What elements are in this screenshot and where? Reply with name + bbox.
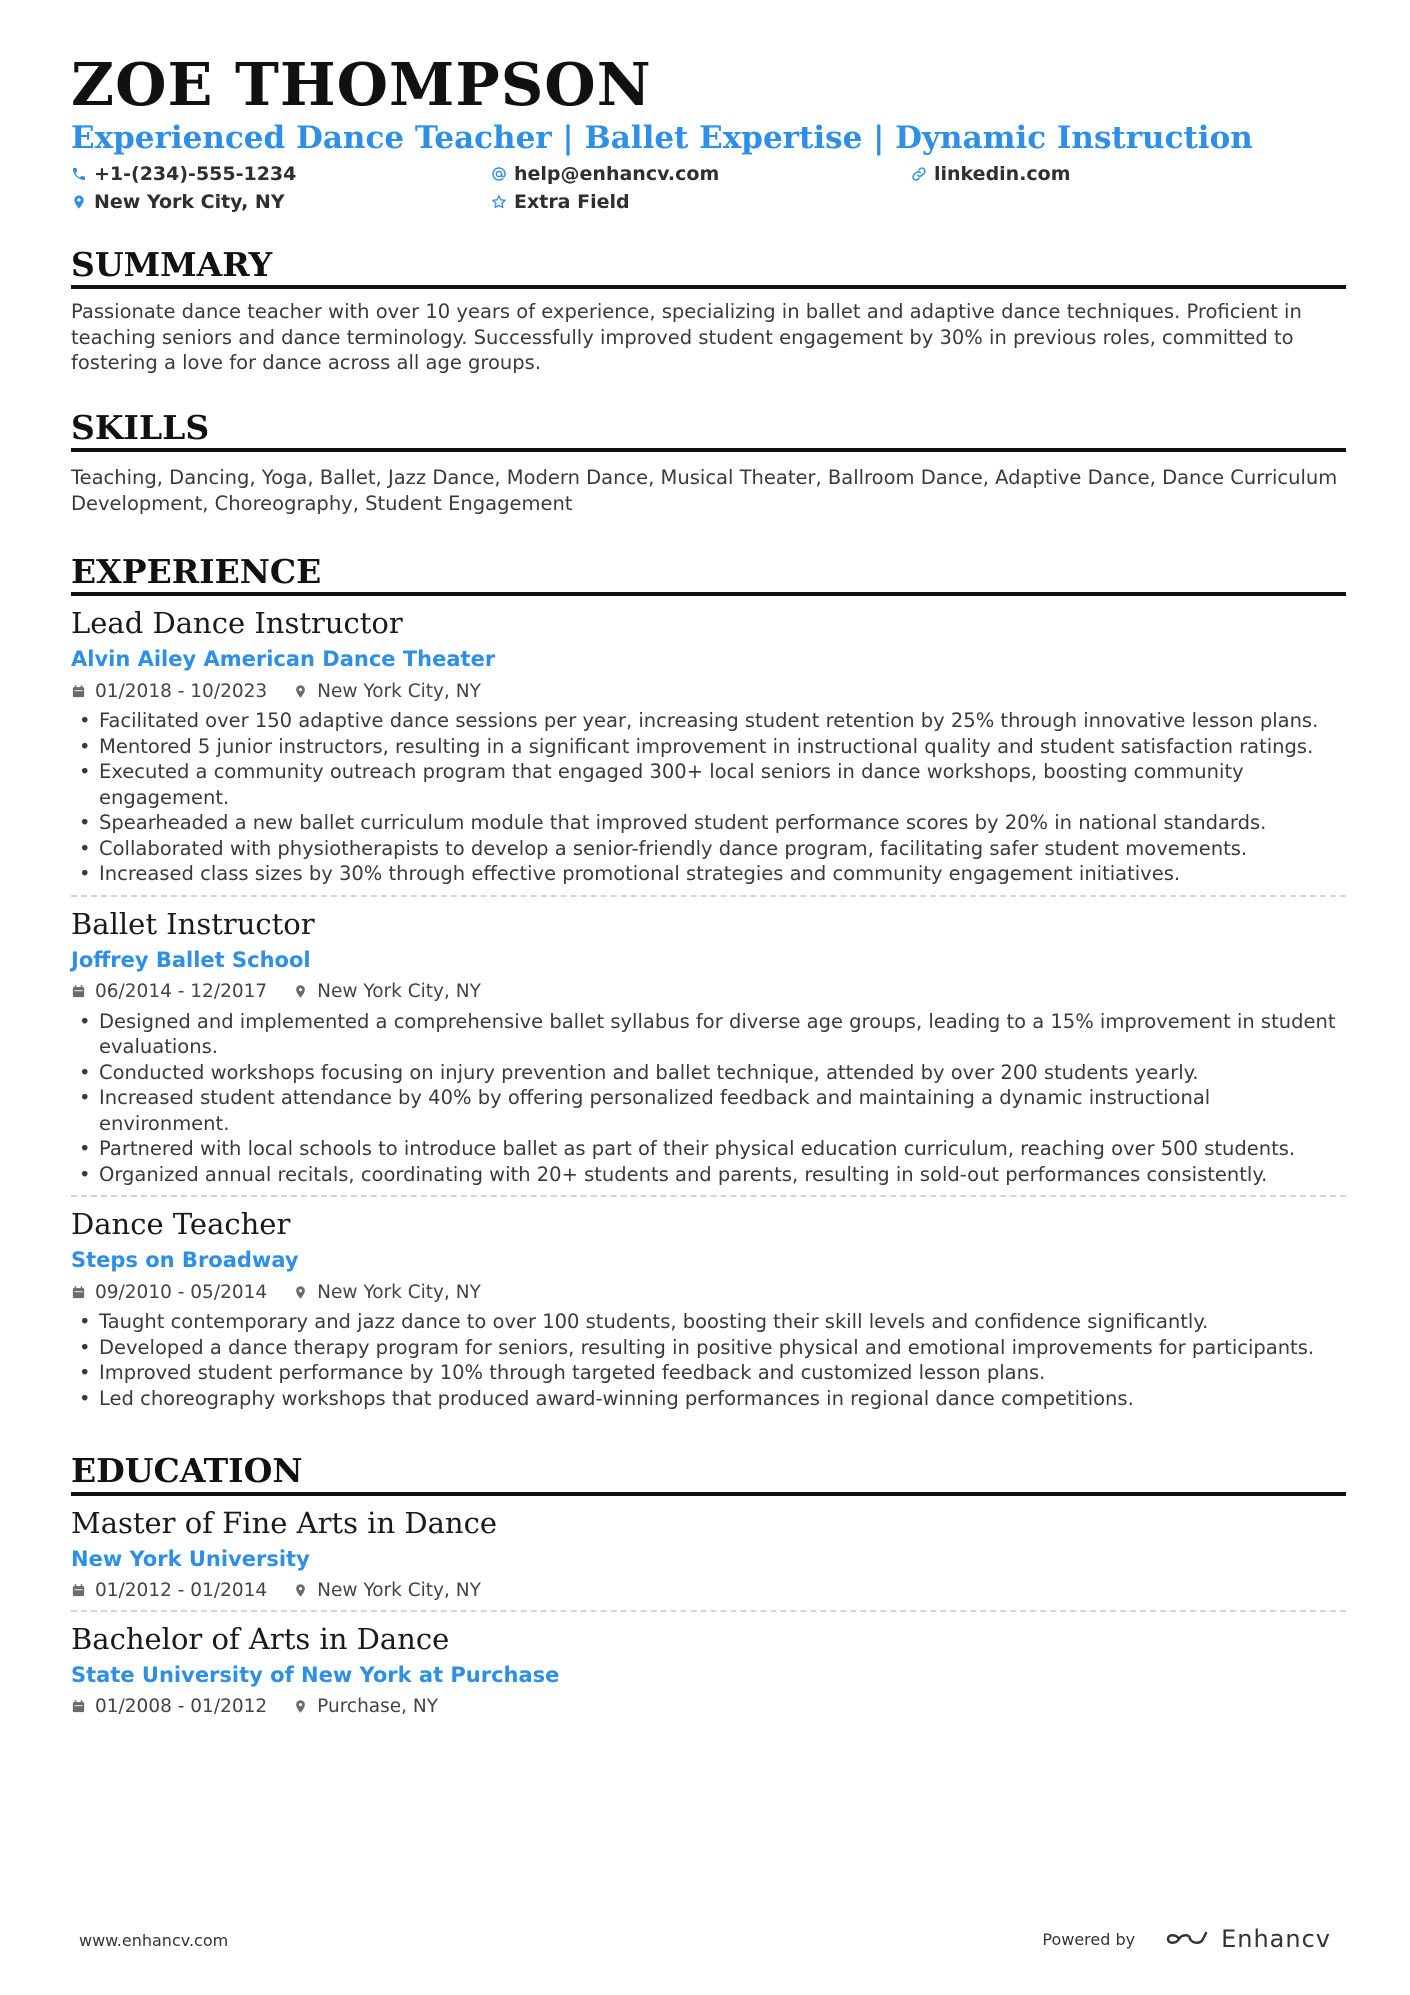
education-dates: 01/2012 - 01/2014 — [95, 1580, 268, 1602]
experience-entry — [71, 596, 1346, 896]
bullet-item: • Improved student performance by 10% through targeted feedback and customized lesson plans. — [71, 1360, 1346, 1386]
contact-extra-field-text: Extra Field — [514, 191, 630, 214]
contact-location-text: New York City, NY — [94, 191, 285, 214]
job-location — [293, 1282, 481, 1303]
bullet-item: • Developed a dance therapy program for seniors, resulting in positive physical and emotional improvements for participants. — [71, 1335, 1346, 1361]
employer-name: Steps on Broadway — [71, 1248, 299, 1273]
skills-heading: SKILLS — [71, 410, 1346, 452]
bullet-item: • Led choreography workshops that produced award-winning performances in regional dance competitions. — [71, 1386, 1346, 1412]
job-location-text: New York City, NY — [317, 680, 481, 702]
job-bullets — [71, 1009, 1346, 1188]
bullet-item: • Taught contemporary and jazz dance to over 100 students, boosting their skill levels and confidence significantly. — [71, 1309, 1346, 1335]
education-meta — [71, 1580, 1346, 1602]
education-meta — [71, 1696, 1346, 1718]
experience-heading: EXPERIENCE — [71, 554, 1346, 596]
job-meta — [71, 1281, 1346, 1303]
contact-extra-field — [491, 191, 911, 213]
job-meta — [71, 981, 1346, 1003]
contact-email-text: help@enhancv.com — [514, 163, 720, 186]
job-location-text: New York City, NY — [317, 1281, 481, 1303]
job-location — [293, 681, 481, 702]
bullet-item: • Mentored 5 junior instructors, resulting in a significant improvement in instructional quality and student satisfaction ratings. — [71, 734, 1346, 760]
school-name: State University of New York at Purchase — [71, 1662, 560, 1687]
skills-section — [71, 407, 1346, 516]
location-pin-icon — [293, 1583, 308, 1598]
contact-phone-text: +1-(234)-555-1234 — [94, 163, 297, 186]
job-meta — [71, 680, 1346, 702]
bullet-item: • Increased student attendance by 40% by offering personalized feedback and maintaining a dynamic instructional environment. — [71, 1085, 1346, 1136]
bullet-item: • Partnered with local schools to introduce ballet as part of their physical education curriculum, reaching over 500 students. — [71, 1136, 1346, 1162]
resume-header — [71, 50, 1346, 214]
education-entry — [71, 1612, 1346, 1726]
candidate-name: ZOE THOMPSON — [71, 50, 652, 119]
link-icon — [911, 166, 927, 182]
job-location-text: New York City, NY — [317, 981, 481, 1003]
education-dates: 01/2008 - 01/2012 — [95, 1696, 268, 1718]
footer-branding — [1042, 1925, 1331, 1953]
education-location — [293, 1580, 481, 1601]
job-dates: 06/2014 - 12/2017 — [95, 981, 268, 1003]
powered-by-label: Powered by — [1042, 1929, 1136, 1949]
job-location — [293, 981, 481, 1002]
contact-email[interactable] — [491, 163, 911, 185]
job-title: Dance Teacher — [71, 1207, 291, 1242]
location-pin-icon — [293, 1699, 308, 1714]
brand-logo[interactable] — [1163, 1925, 1331, 1953]
bullet-item: • Spearheaded a new ballet curriculum module that improved student performance scores by 20% in national standards. — [71, 810, 1346, 836]
location-pin-icon — [293, 684, 308, 699]
phone-icon — [71, 166, 87, 182]
education-location — [293, 1696, 438, 1717]
location-pin-icon — [293, 1285, 308, 1300]
contact-linkedin[interactable] — [911, 163, 1331, 185]
employer-name: Alvin Ailey American Dance Theater — [71, 647, 496, 672]
brand-name: Enhancv — [1221, 1925, 1331, 1953]
calendar-icon — [71, 684, 86, 699]
bullet-item: • Executed a community outreach program that engaged 300+ local seniors in dance workshops, boosting community engagement. — [71, 759, 1346, 810]
job-title: Lead Dance Instructor — [71, 606, 403, 641]
summary-heading: SUMMARY — [71, 247, 1346, 289]
calendar-icon — [71, 984, 86, 999]
bullet-item: • Facilitated over 150 adaptive dance sessions per year, increasing student retention by 25% through innovative lesson plans. — [71, 708, 1346, 734]
calendar-icon — [71, 1583, 86, 1598]
location-pin-icon — [293, 984, 308, 999]
at-icon — [491, 166, 507, 182]
star-icon — [491, 194, 507, 210]
contact-location — [71, 191, 491, 213]
experience-entry — [71, 1197, 1346, 1419]
skills-list: Teaching, Dancing, Yoga, Ballet, Jazz Dance, Modern Dance, Musical Theater, Ballroom Dance, Adaptive Dance, Dance Curriculum Development, Choreography, Student Engagement — [71, 466, 1338, 515]
location-pin-icon — [71, 194, 87, 210]
bullet-item: • Organized annual recitals, coordinating with 20+ students and parents, resulting in sold-out performances consistently. — [71, 1162, 1346, 1188]
bullet-item: • Designed and implemented a comprehensive ballet syllabus for diverse age groups, leading to a 15% improvement in student evaluations. — [71, 1009, 1346, 1060]
contact-linkedin-text: linkedin.com — [934, 163, 1071, 186]
bullet-item: • Increased class sizes by 30% through effective promotional strategies and community engagement initiatives. — [71, 861, 1346, 887]
degree-title: Bachelor of Arts in Dance — [71, 1621, 450, 1656]
education-location-text: New York City, NY — [317, 1580, 481, 1602]
job-dates: 09/2010 - 05/2014 — [95, 1281, 268, 1303]
job-bullets — [71, 1309, 1346, 1411]
employer-name: Joffrey Ballet School — [71, 947, 311, 972]
bullet-item: • Collaborated with physiotherapists to develop a senior-friendly dance program, facilitating safer student movements. — [71, 836, 1346, 862]
calendar-icon — [71, 1285, 86, 1300]
education-location-text: Purchase, NY — [317, 1696, 439, 1718]
enhancv-logo-icon — [1163, 1927, 1211, 1951]
job-dates: 01/2018 - 10/2023 — [95, 680, 268, 702]
summary-section — [71, 247, 1346, 376]
job-title: Ballet Instructor — [71, 906, 315, 941]
job-bullets — [71, 708, 1346, 887]
education-heading: EDUCATION — [71, 1453, 1346, 1495]
resume-page — [71, 50, 1346, 1726]
school-name: New York University — [71, 1546, 310, 1571]
candidate-headline: Experienced Dance Teacher | Ballet Expertise | Dynamic Instruction — [71, 120, 1253, 156]
summary-text: Passionate dance teacher with over 10 years of experience, specializing in ballet and adaptive dance techniques. Proficient in teaching seniors and dance terminology. Successfully improved student engagement by 30% in previous roles, committed to fostering a love for dance across all age groups. — [71, 300, 1302, 375]
education-entry — [71, 1496, 1346, 1612]
bullet-item: • Conducted workshops focusing on injury prevention and ballet technique, attended by over 200 students yearly. — [71, 1060, 1346, 1086]
contact-phone — [71, 163, 491, 185]
experience-section — [71, 554, 1346, 1419]
education-section — [71, 1453, 1346, 1725]
experience-entry — [71, 897, 1346, 1197]
calendar-icon — [71, 1699, 86, 1714]
footer-website[interactable]: www.enhancv.com — [79, 1931, 229, 1950]
degree-title: Master of Fine Arts in Dance — [71, 1505, 497, 1540]
contact-info — [71, 163, 1346, 213]
